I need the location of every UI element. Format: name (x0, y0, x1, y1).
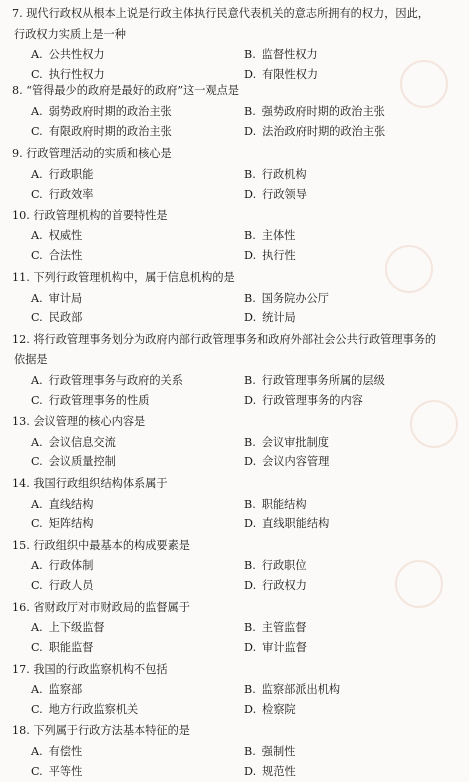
option-row (0, 514, 469, 534)
option-text: 行政人员 (48, 579, 94, 592)
option-row (0, 742, 469, 762)
option-text: 主管监督 (261, 621, 307, 634)
option-row (0, 308, 469, 328)
watermark-stamp (395, 560, 443, 608)
question-stem-line (0, 206, 469, 226)
option-text: 行政职能 (48, 168, 94, 181)
option-row (0, 165, 469, 185)
option-text: 审计监督 (262, 641, 307, 654)
option-letter: C. (31, 517, 43, 530)
option-row (0, 700, 469, 720)
option-letter: D. (244, 249, 257, 262)
option-c (31, 308, 82, 328)
option-c (31, 246, 82, 266)
option-letter: D. (244, 579, 257, 592)
option-letter: B. (244, 745, 256, 758)
option-letter: D. (244, 125, 257, 138)
question-stem-line (0, 25, 469, 45)
option-letter: A. (31, 105, 43, 118)
option-text: 民政部 (48, 311, 83, 324)
option-letter: A. (31, 559, 43, 572)
option-letter: B. (244, 229, 256, 242)
question-stem: 14. 我国行政组织结构体系属于 (12, 477, 168, 490)
option-letter: B. (244, 374, 256, 387)
option-b (244, 433, 329, 453)
option-text: 会议审批制度 (261, 436, 329, 449)
question-stem-line (0, 660, 469, 680)
option-text: 监察部 (48, 683, 83, 696)
option-letter: C. (31, 579, 43, 592)
question-stem-continuation: 行政权力实质上是一种 (14, 28, 126, 41)
option-row (0, 495, 469, 515)
option-text: 会议内容管理 (262, 455, 330, 468)
option-d (244, 762, 296, 782)
question-stem-line (0, 350, 469, 370)
option-text: 行政管理事务的性质 (48, 394, 150, 407)
option-b (244, 680, 340, 700)
option-row (0, 289, 469, 309)
option-a (31, 165, 93, 185)
option-text: 会议质量控制 (48, 455, 116, 468)
option-text: 有偿性 (48, 745, 83, 758)
option-d (244, 391, 363, 411)
option-text: 上下级监督 (48, 621, 105, 634)
option-text: 弱势政府时期的政治主张 (48, 105, 172, 118)
option-row (0, 371, 469, 391)
option-text: 矩阵结构 (48, 517, 94, 530)
option-c (31, 452, 116, 472)
option-letter: D. (244, 517, 257, 530)
question-stem: 15. 行政组织中最基本的构成要素是 (12, 539, 190, 552)
option-d (244, 308, 296, 328)
option-text: 强势政府时期的政治主张 (261, 105, 385, 118)
option-text: 行政管理事务与政府的关系 (48, 374, 183, 387)
option-c (31, 700, 138, 720)
option-text: 地方行政监察机关 (48, 703, 139, 716)
option-text: 合法性 (48, 249, 83, 262)
option-b (244, 45, 318, 65)
option-row (0, 638, 469, 658)
option-d (244, 122, 385, 142)
option-letter: B. (244, 168, 256, 181)
question-stem: 13. 会议管理的核心内容是 (12, 415, 146, 428)
option-letter: A. (31, 621, 43, 634)
option-text: 行政职位 (261, 559, 307, 572)
option-c (31, 122, 172, 142)
option-text: 有限政府时期的政治主张 (48, 125, 172, 138)
watermark-stamp (385, 245, 433, 293)
option-text: 执行性权力 (48, 68, 105, 81)
option-text: 权威性 (48, 229, 83, 242)
option-letter: C. (31, 188, 43, 201)
option-text: 行政权力 (262, 579, 307, 592)
option-text: 监督性权力 (261, 48, 318, 61)
option-text: 国务院办公厅 (261, 292, 329, 305)
option-d (244, 185, 307, 205)
option-row (0, 452, 469, 472)
question-stem-line (0, 4, 469, 24)
option-text: 行政管理事务所属的层级 (261, 374, 385, 387)
option-letter: D. (244, 641, 257, 654)
option-letter: C. (31, 311, 43, 324)
option-letter: D. (244, 455, 257, 468)
option-b (244, 102, 385, 122)
question-stem-line (0, 598, 469, 618)
option-text: 行政体制 (48, 559, 94, 572)
option-b (244, 495, 307, 515)
option-b (244, 742, 295, 762)
option-letter: C. (31, 765, 43, 778)
option-letter: D. (244, 394, 257, 407)
option-row (0, 122, 469, 142)
option-b (244, 371, 385, 391)
option-a (31, 102, 172, 122)
question-stem: 7. 现代行政权从根本上说是行政主体执行民意代表机关的意志所拥有的权力，因此， (12, 7, 429, 20)
option-letter: C. (31, 394, 43, 407)
option-b (244, 618, 307, 638)
option-letter: D. (244, 188, 257, 201)
option-text: 审计局 (48, 292, 83, 305)
question-stem-line (0, 536, 469, 556)
question-stem-continuation: 依据是 (14, 353, 48, 366)
option-row (0, 762, 469, 782)
option-letter: B. (244, 48, 256, 61)
option-letter: B. (244, 559, 256, 572)
option-c (31, 762, 82, 782)
option-letter: B. (244, 436, 256, 449)
option-row (0, 185, 469, 205)
option-letter: A. (31, 229, 43, 242)
option-letter: A. (31, 374, 43, 387)
option-row (0, 226, 469, 246)
question-stem-line (0, 144, 469, 164)
option-letter: A. (31, 48, 43, 61)
option-letter: C. (31, 455, 43, 468)
option-a (31, 495, 93, 515)
option-d (244, 514, 329, 534)
option-letter: A. (31, 745, 43, 758)
option-d (244, 246, 296, 266)
option-letter: C. (31, 125, 43, 138)
option-text: 行政机构 (261, 168, 307, 181)
option-text: 法治政府时期的政治主张 (262, 125, 386, 138)
option-letter: A. (31, 292, 43, 305)
option-letter: D. (244, 703, 257, 716)
question-stem: 17. 我国的行政监察机构不包括 (12, 663, 168, 676)
question-stem: 12. 将行政管理事务划分为政府内部行政管理事务和政府外部社会公共行政管理事务的 (12, 333, 437, 346)
option-row (0, 391, 469, 411)
option-letter: D. (244, 311, 257, 324)
question-stem-line (0, 412, 469, 432)
option-a (31, 226, 82, 246)
question-stem-line (0, 330, 469, 350)
question-stem: 18. 下列属于行政方法基本特征的是 (12, 724, 190, 737)
option-a (31, 289, 82, 309)
option-text: 有限性权力 (262, 68, 319, 81)
option-letter: B. (244, 105, 256, 118)
option-row (0, 102, 469, 122)
option-letter: C. (31, 641, 43, 654)
option-text: 强制性 (261, 745, 296, 758)
question-stem-line (0, 721, 469, 741)
option-a (31, 433, 116, 453)
question-stem-line (0, 474, 469, 494)
option-text: 平等性 (48, 765, 83, 778)
option-letter: B. (244, 292, 256, 305)
option-text: 主体性 (261, 229, 296, 242)
question-stem: 11. 下列行政管理机构中，属于信息机构的是 (12, 271, 235, 284)
option-d (244, 638, 307, 658)
option-c (31, 185, 93, 205)
option-row (0, 433, 469, 453)
option-row (0, 618, 469, 638)
option-b (244, 289, 329, 309)
question-stem: 16. 省财政厅对市财政局的监督属于 (12, 601, 190, 614)
option-text: 职能结构 (261, 498, 307, 511)
option-letter: C. (31, 249, 43, 262)
option-letter: B. (244, 498, 256, 511)
option-b (244, 226, 295, 246)
watermark-stamp (410, 400, 458, 448)
watermark-stamp (400, 60, 448, 108)
option-text: 执行性 (262, 249, 296, 262)
option-letter: B. (244, 683, 256, 696)
option-row (0, 680, 469, 700)
option-text: 规范性 (262, 765, 296, 778)
option-letter: B. (244, 621, 256, 634)
option-d (244, 452, 329, 472)
option-a (31, 371, 183, 391)
option-c (31, 514, 93, 534)
question-stem: 8. “管得最少的政府是最好的政府”这一观点是 (12, 84, 240, 97)
option-text: 监察部派出机构 (261, 683, 341, 696)
option-letter: A. (31, 168, 43, 181)
option-a (31, 742, 82, 762)
option-text: 行政领导 (262, 188, 307, 201)
option-a (31, 556, 93, 576)
option-text: 行政管理事务的内容 (262, 394, 363, 407)
question-stem: 10. 行政管理机构的首要特性是 (12, 209, 168, 222)
option-letter: D. (244, 68, 257, 81)
option-letter: C. (31, 703, 43, 716)
option-letter: D. (244, 765, 257, 778)
option-text: 直线结构 (48, 498, 94, 511)
option-text: 统计局 (262, 311, 296, 324)
option-letter: A. (31, 683, 43, 696)
option-row (0, 45, 469, 65)
option-text: 行政效率 (48, 188, 94, 201)
option-c (31, 576, 93, 596)
option-d (244, 576, 307, 596)
option-text: 职能监督 (48, 641, 94, 654)
option-c (31, 638, 93, 658)
option-text: 会议信息交流 (48, 436, 116, 449)
option-letter: C. (31, 68, 43, 81)
question-stem: 9. 行政管理活动的实质和核心是 (12, 147, 172, 160)
option-c (31, 391, 149, 411)
question-stem-line (0, 81, 469, 101)
option-text: 直线职能结构 (262, 517, 330, 530)
option-letter: A. (31, 498, 43, 511)
option-text: 检察院 (262, 703, 296, 716)
option-a (31, 680, 82, 700)
option-b (244, 556, 307, 576)
option-d (244, 700, 296, 720)
option-b (244, 165, 307, 185)
option-a (31, 45, 105, 65)
option-a (31, 618, 105, 638)
option-letter: A. (31, 436, 43, 449)
option-text: 公共性权力 (48, 48, 105, 61)
